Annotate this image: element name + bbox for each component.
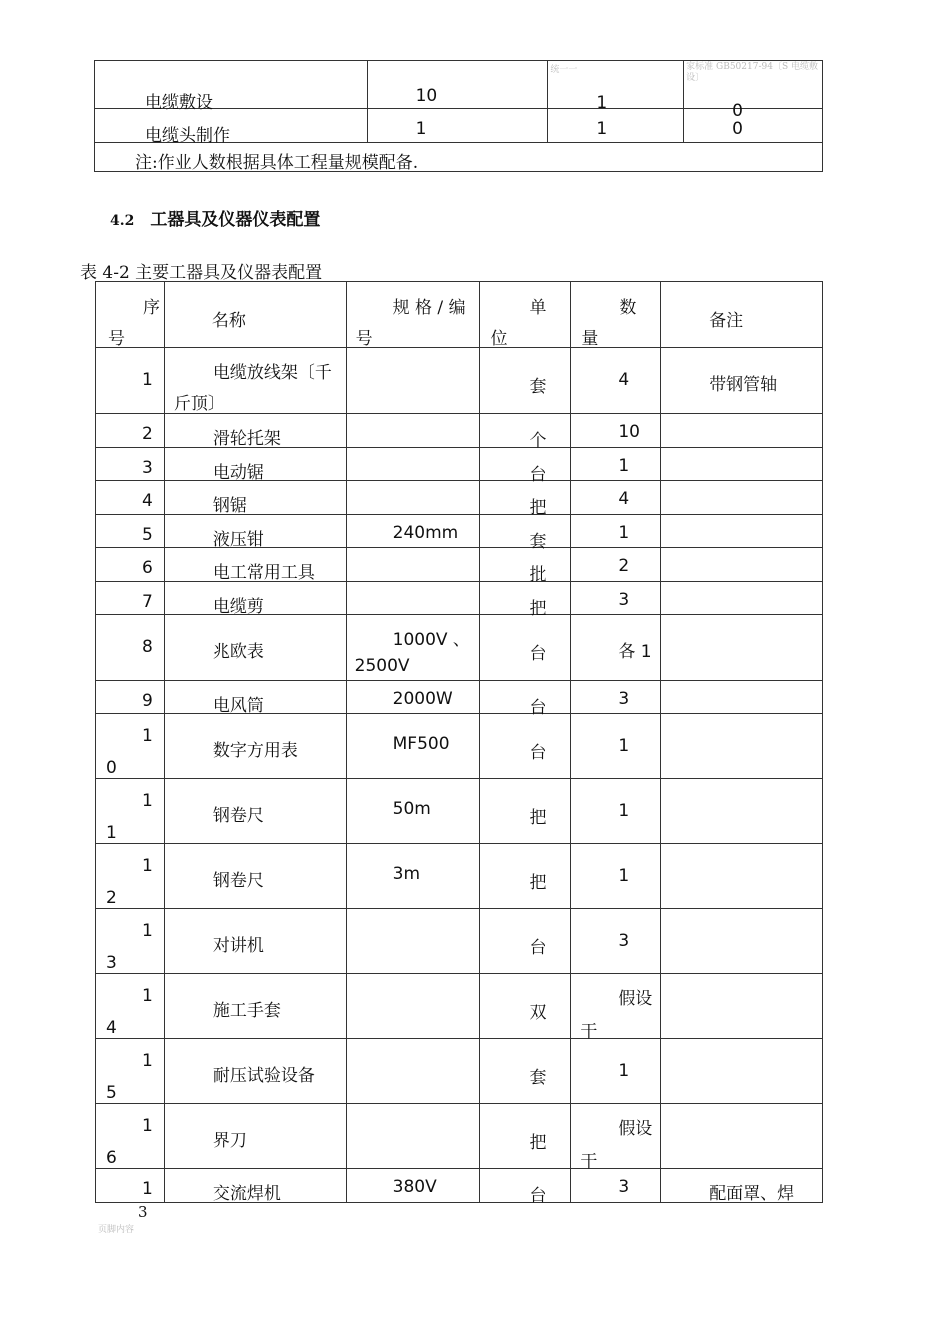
table-row — [96, 481, 823, 515]
tools-table — [95, 281, 823, 1206]
table-row — [96, 714, 823, 779]
table-cell — [480, 779, 571, 844]
table-cell — [480, 1039, 571, 1104]
seq-text: 3 — [142, 458, 153, 478]
table-cell — [96, 448, 165, 481]
seq-text: 5 — [142, 525, 153, 545]
table-row — [96, 779, 823, 844]
name-text: 钢卷尺 — [212, 871, 264, 891]
unit-text: 台 — [529, 743, 547, 763]
table-row — [96, 548, 823, 582]
unit-text: 台 — [529, 938, 547, 958]
table-cell — [571, 909, 661, 974]
table-row — [95, 109, 823, 143]
unit-text: 双 — [529, 1003, 547, 1023]
qty-text: 1 — [618, 1061, 630, 1081]
header-text: 序 — [143, 298, 160, 318]
unit-text: 批 — [529, 565, 547, 585]
table-cell — [571, 714, 661, 779]
seq-text: 6 — [106, 1148, 117, 1168]
table-cell — [346, 1039, 480, 1104]
table-cell — [96, 414, 165, 448]
seq-text: 1 — [142, 1179, 153, 1199]
table-cell — [164, 1039, 346, 1104]
name-text: 对讲机 — [212, 936, 264, 956]
table-cell — [164, 548, 346, 582]
unit-text: 把 — [529, 599, 547, 619]
header-text: 位 — [490, 329, 508, 349]
table-cell — [661, 348, 823, 414]
qty-text: 干 — [580, 1022, 598, 1042]
table-cell — [96, 515, 165, 548]
table-cell — [571, 1104, 661, 1172]
header-text: 名称 — [211, 311, 246, 331]
table-cell — [164, 414, 346, 448]
table-cell — [164, 844, 346, 909]
table-cell — [548, 61, 684, 113]
name-text: 电动锯 — [212, 463, 264, 483]
section-number: 4.2 — [110, 213, 135, 229]
table-row — [96, 974, 823, 1039]
name-text: 交流焊机 — [212, 1184, 281, 1204]
table-cell — [684, 61, 823, 121]
table-cell — [661, 515, 823, 548]
table-cell — [346, 481, 480, 515]
table-row — [96, 1039, 823, 1104]
remark-text: 带钢管轴 — [709, 375, 778, 395]
name-text: 钢锯 — [212, 496, 247, 516]
name-text: 电缆剪 — [212, 597, 264, 617]
header-text: 号 — [355, 329, 373, 349]
seq-text: 4 — [106, 1018, 117, 1038]
table-row — [96, 582, 823, 615]
table-row — [96, 681, 823, 714]
table-cell — [480, 515, 571, 552]
table-cell — [164, 448, 346, 481]
header-text: 量 — [581, 329, 599, 349]
table-cell — [96, 909, 165, 974]
unit-text: 把 — [529, 498, 547, 518]
table-row — [96, 844, 823, 909]
qty-text: 假设 — [618, 989, 653, 1009]
header-text: 号 — [108, 329, 125, 349]
name-text: 滑轮托架 — [212, 429, 281, 449]
table-cell — [346, 779, 480, 844]
table-cell — [661, 779, 823, 844]
seq-text: 1 — [142, 1051, 153, 1071]
seq-text: 1 — [142, 791, 153, 811]
table-row — [96, 448, 823, 481]
qty-text: 3 — [618, 689, 630, 709]
table-cell — [661, 714, 823, 779]
table-cell — [661, 548, 823, 582]
table-row — [95, 143, 823, 172]
table-cell — [164, 1104, 346, 1169]
table-row — [96, 515, 823, 548]
value-cell: 0 — [732, 101, 743, 121]
table-cell — [548, 109, 684, 143]
workforce-table — [94, 60, 823, 172]
spec-text: MF500 — [392, 734, 450, 754]
qty-text: 2 — [618, 556, 630, 576]
remark-text: 配面罩、焊 — [709, 1184, 795, 1204]
qty-text: 4 — [618, 489, 630, 509]
table-cell — [480, 548, 571, 585]
table-cell — [480, 448, 571, 485]
table-cell — [571, 615, 661, 681]
unit-text: 把 — [529, 808, 547, 828]
spec-text: 3m — [392, 864, 421, 884]
unit-text: 台 — [529, 1186, 547, 1206]
table-row — [96, 1104, 823, 1169]
table-cell — [96, 348, 165, 414]
table-cell — [164, 348, 346, 414]
seq-text: 2 — [142, 424, 153, 444]
header-text: 备注 — [709, 311, 744, 331]
unit-text: 套 — [529, 1068, 547, 1088]
table-cell — [571, 779, 661, 844]
table-cell — [346, 348, 480, 414]
name-text: 斤顶〕 — [173, 394, 225, 414]
table-row — [96, 414, 823, 448]
unit-text: 个 — [529, 431, 547, 451]
header-seq — [96, 282, 165, 348]
table-cell — [571, 448, 661, 481]
table-row — [96, 1169, 823, 1203]
table-cell — [571, 548, 661, 582]
table-row — [96, 615, 823, 681]
unit-text: 台 — [529, 698, 547, 718]
table-cell — [346, 582, 480, 615]
seq-text: 7 — [142, 592, 153, 612]
table-cell — [571, 844, 661, 909]
table-cell — [661, 1169, 823, 1203]
seq-text: 1 — [142, 856, 153, 876]
table-cell — [661, 844, 823, 909]
seq-text: 1 — [106, 823, 117, 843]
seq-text: 8 — [142, 637, 153, 657]
table-cell — [661, 582, 823, 615]
header-spec — [346, 282, 480, 348]
seq-text: 4 — [142, 491, 153, 511]
work-name: 电缆头制作 — [145, 126, 230, 146]
table-cell — [661, 448, 823, 481]
seq-text: 1 — [142, 921, 153, 941]
seq-text: 0 — [106, 758, 117, 778]
qty-text: 1 — [618, 801, 630, 821]
table-cell — [480, 582, 571, 619]
header-text: 规 格 / 编 — [392, 298, 466, 318]
value-cell: 1 — [596, 119, 608, 139]
table-cell — [571, 974, 661, 1042]
table-cell — [346, 448, 480, 481]
table-cell — [96, 779, 165, 844]
table-cell — [96, 1104, 165, 1169]
name-text: 数字方用表 — [212, 741, 298, 761]
table-header-row — [96, 282, 823, 348]
table-cell — [164, 582, 346, 615]
table-cell — [480, 974, 571, 1039]
table-cell — [96, 714, 165, 779]
qty-text: 4 — [618, 370, 630, 390]
table-cell — [346, 1104, 480, 1169]
table-cell — [661, 1104, 823, 1169]
unit-text: 把 — [529, 873, 547, 893]
table-cell — [571, 481, 661, 515]
table-cell — [346, 548, 480, 582]
header-unit — [480, 282, 571, 348]
table-cell — [480, 844, 571, 909]
header-text: 单 — [529, 298, 547, 318]
table-cell — [480, 615, 571, 681]
table-cell — [571, 348, 661, 414]
qty-text: 1 — [618, 866, 630, 886]
name-text: 施工手套 — [212, 1001, 281, 1021]
table-cell — [480, 714, 571, 779]
people-count: 1 — [415, 119, 427, 139]
unit-text: 套 — [529, 532, 547, 552]
name-text: 电缆放线架〔千 — [212, 363, 332, 383]
name-text: 耐压试验设备 — [212, 1066, 315, 1086]
qty-text: 假设 — [618, 1119, 653, 1139]
table-cell — [480, 414, 571, 451]
name-text: 电工常用工具 — [212, 563, 315, 583]
table-cell — [367, 61, 548, 109]
table-cell — [96, 844, 165, 909]
spec-text: 50m — [392, 799, 431, 819]
section-title: 工器具及仪器仪表配置 — [150, 210, 321, 230]
header-text: 数 — [619, 298, 637, 318]
name-text: 兆欧表 — [212, 642, 264, 662]
qty-text: 1 — [618, 523, 630, 543]
table-cell — [661, 481, 823, 515]
unit-text: 台 — [529, 644, 547, 664]
table-cell — [571, 681, 661, 714]
qty-text: 3 — [618, 931, 630, 951]
value-cell: 0 — [732, 119, 743, 139]
table-cell — [95, 61, 368, 113]
spec-text: 2500V — [354, 656, 410, 676]
seq-text: 6 — [142, 558, 153, 578]
seq-text: 1 — [142, 370, 153, 390]
table-cell — [661, 414, 823, 448]
footer-text: 页脚内容 — [98, 1225, 135, 1235]
table-cell — [661, 615, 823, 681]
seq-text: 5 — [106, 1083, 117, 1103]
spec-text: 380V — [392, 1177, 437, 1197]
table-cell — [571, 1169, 661, 1203]
table-cell — [96, 681, 165, 714]
unit-text: 台 — [529, 465, 547, 485]
spec-text: 1000V 、 — [392, 630, 470, 650]
people-count: 10 — [415, 86, 438, 106]
seq-text: 1 — [142, 1116, 153, 1136]
table-cell — [164, 974, 346, 1039]
qty-text: 10 — [618, 422, 640, 442]
table-cell — [571, 515, 661, 548]
header-qty — [571, 282, 661, 348]
table-cell — [346, 414, 480, 448]
seq-text: 9 — [142, 691, 153, 711]
name-text: 界刀 — [212, 1131, 247, 1151]
table-cell — [96, 481, 165, 515]
table-cell — [95, 109, 368, 146]
qty-text: 1 — [618, 456, 630, 476]
note-cell — [95, 143, 823, 172]
table-row — [96, 909, 823, 974]
header-remark — [661, 282, 823, 348]
name-text: 钢卷尺 — [212, 806, 264, 826]
table-row — [96, 348, 823, 414]
qty-text: 干 — [580, 1152, 598, 1172]
table-cell — [164, 1169, 346, 1203]
table-cell — [346, 515, 480, 548]
table-caption: 表 4-2 主要工器具及仪器表配置 — [80, 263, 323, 283]
table-cell — [346, 974, 480, 1039]
name-text: 电风筒 — [212, 696, 264, 716]
table-cell — [164, 615, 346, 681]
table-cell — [164, 681, 346, 714]
qty-text: 1 — [618, 736, 630, 756]
work-name: 电缆敷设 — [145, 93, 213, 113]
table-cell — [480, 681, 571, 718]
seq-text: 1 — [142, 726, 153, 746]
table-cell — [164, 714, 346, 779]
faint-text: 统一一 — [550, 65, 578, 75]
table-cell — [480, 1169, 571, 1206]
qty-text: 3 — [618, 590, 630, 610]
qty-text: 各 1 — [618, 642, 652, 662]
table-cell — [480, 909, 571, 974]
faint-text: 家标准 GB50217-94〔S 电缆敷设〕 — [686, 62, 818, 83]
table-cell — [480, 1104, 571, 1169]
table-cell — [346, 1169, 480, 1203]
spec-text: 240mm — [392, 523, 459, 543]
table-cell — [96, 1039, 165, 1104]
table-cell — [346, 844, 480, 909]
table-cell — [96, 974, 165, 1039]
table-cell — [96, 582, 165, 615]
table-cell — [661, 1039, 823, 1104]
table-cell — [164, 779, 346, 844]
table-cell — [571, 1039, 661, 1104]
table-cell — [684, 109, 823, 143]
table-cell — [346, 714, 480, 779]
seq-text: 3 — [106, 953, 117, 973]
table-cell — [661, 974, 823, 1039]
table-cell — [571, 582, 661, 615]
seq-text: 2 — [106, 888, 117, 908]
unit-text: 套 — [529, 377, 547, 397]
value-cell: 1 — [596, 93, 608, 113]
note-text: 注:作业人数根据具体工程量规模配备. — [135, 153, 419, 173]
table-cell — [164, 481, 346, 515]
name-text: 液压钳 — [212, 530, 264, 550]
seq-text: 1 — [142, 986, 153, 1006]
table-cell — [661, 909, 823, 974]
table-cell — [661, 681, 823, 714]
section-heading — [110, 205, 320, 230]
table-cell — [164, 909, 346, 974]
table-cell — [571, 414, 661, 448]
table-cell — [480, 481, 571, 518]
spec-text: 2000W — [392, 689, 453, 709]
table-cell — [96, 1169, 165, 1203]
table-cell — [346, 615, 480, 681]
header-name — [164, 282, 346, 348]
table-cell — [164, 515, 346, 548]
page-number: 3 — [138, 1203, 148, 1221]
unit-text: 把 — [529, 1133, 547, 1153]
qty-text: 3 — [618, 1177, 630, 1197]
table-cell — [480, 348, 571, 414]
table-row — [95, 61, 823, 109]
table-cell — [96, 615, 165, 681]
table-cell — [346, 681, 480, 714]
table-cell — [96, 548, 165, 582]
table-cell — [346, 909, 480, 974]
table-cell — [367, 109, 548, 143]
